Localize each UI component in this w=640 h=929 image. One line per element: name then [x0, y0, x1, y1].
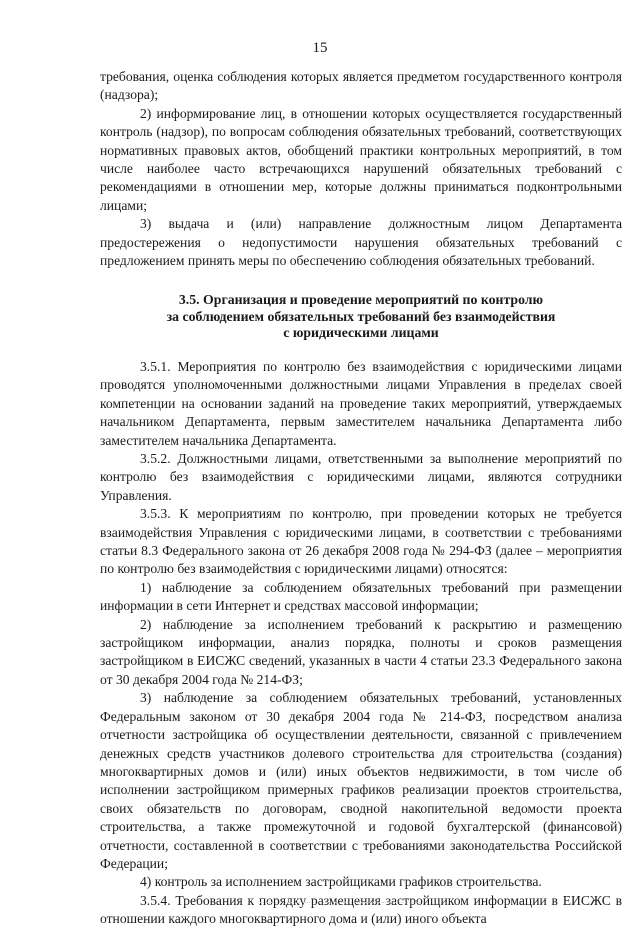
section-heading-line: 3.5. Организация и проведение мероприятий по контролю [178, 292, 544, 308]
paragraph: 3.5.3. К мероприятиям по контролю, при проведении которых не требуется взаимодействия Управления с юридическими лицами, в соответствии с требованиями статьи 8.3 Федерального закона от 26 декабря 2008 года № 294-ФЗ (далее – мероприятия по контролю без взаимодействия с юридическими лицами) относятся: [100, 506, 622, 577]
list-item: 1) наблюдение за соблюдением обязательных требований при размещении информации в сети Интернет и средствах массовой информации; [100, 579, 622, 614]
list-item: 4) контроль за исполнением застройщиками графиков строительства. [140, 874, 542, 890]
document-body [100, 68, 622, 929]
list-item: 2) наблюдение за исполнением требований к раскрытию и размещению застройщиком информации, анализ порядка, полноты и сроков размещения застройщиком в ЕИСЖС сведений, указанных в части 4 статьи 23.3 Федерального закона от 30 декабря 2004 года № 214-ФЗ; [100, 616, 622, 687]
paragraph: 3) выдача и (или) направление должностным лицом Департамента предостережения о недопустимости нарушения обязательных требований с предложением принять меры по обеспечению соблюдения обязательных требований. [100, 216, 622, 269]
paragraph: 3.5.1. Мероприятия по контролю без взаимодействия с юридическими лицами проводятся уполномоченными должностными лицами Управления в пределах своей компетенции на основании заданий на проведение таких мероприятий, утверждаемых начальником Департамента, первым заместителем начальника Департамента либо заместителем начальника Департамента. [100, 358, 622, 448]
section-heading-line: за соблюдением обязательных требований без взаимодействия [166, 308, 556, 324]
page-number: 15 [312, 40, 328, 56]
paragraph: требования, оценка соблюдения которых является предметом государственного контроля (надзора); [100, 69, 622, 103]
section-heading [100, 292, 622, 342]
list-item: 3) наблюдение за соблюдением обязательных требований, установленных Федеральным законом от 30 декабря 2004 года № 214-ФЗ, посредством анализа отчетности застройщика об осуществлении деятельности, связанной с привлечением денежных средств участников долевого строительства для строительства (создания) многоквартирных домов и (или) иных объектов недвижимости, в том числе об исполнении застройщиком примерных графиков реализации проектов строительства, своих обязательств по договорам, сводной накопительной ведомости проекта строительства, а также промежуточной и годовой бухгалтерской (финансовой) отчетности, составленной в соответствии с требованиями законодательства Российской Федерации; [100, 690, 622, 871]
paragraph: 3.5.2. Должностными лицами, ответственными за выполнение мероприятий по контролю без взаимодействия с юридическими лицами, являются сотрудники Управления. [100, 451, 622, 503]
section-heading-line: с юридическими лицами [283, 325, 439, 341]
paragraph: 2) информирование лиц, в отношении которых осуществляется государственный контроль (надзор), по вопросам соблюдения обязательных требований, соответствующих нормативных правовых актов, обобщений практики контрольных мероприятий, в том числе наиболее часто встречающихся нарушений обязательных требований с рекомендациями в отношении мер, которые должны приниматься подконтрольными лицами; [100, 105, 622, 213]
paragraph: 3.5.4. Требования к порядку размещения застройщиком информации в ЕИСЖС в отношении каждого многоквартирного дома и (или) иного объекта [100, 892, 622, 927]
